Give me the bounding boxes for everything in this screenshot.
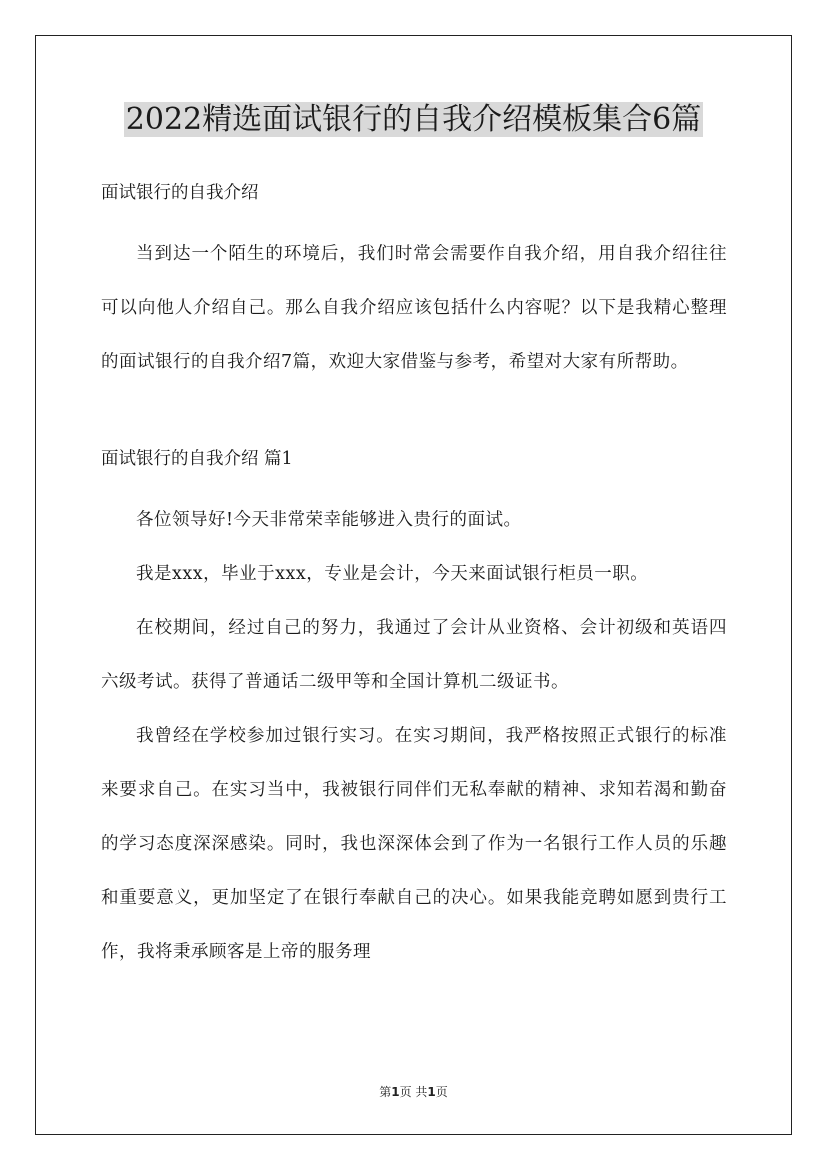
- page-footer: [0, 1083, 827, 1100]
- section1-heading: 面试银行的自我介绍 篇1: [101, 449, 293, 469]
- footer-page-number: 1: [391, 1085, 400, 1099]
- section1-paragraph-4: 我曾经在学校参加过银行实习。在实习期间，我严格按照正式银行的标准来要求自己。在实习当中，我被银行同伴们无私奉献的精神、求知若渴和勤奋的学习态度深深感染。同时，我也深深体会到了作为一名银行工作人员的乐趣和重要意义，更加坚定了在银行奉献自己的决心。如果我能竞聘如愿到贵行工作，我将秉承顾客是上帝的服务理: [101, 726, 727, 962]
- footer-total-pages: 1: [427, 1085, 436, 1099]
- footer-prefix: 第: [379, 1085, 392, 1099]
- footer-mid: 页 共: [399, 1085, 428, 1099]
- section1-paragraph-2: 我是xxx，毕业于xxx，专业是会计，今天来面试银行柜员一职。: [136, 564, 649, 584]
- section1-paragraph-3: 在校期间，经过自己的努力，我通过了会计从业资格、会计初级和英语四六级考试。获得了普通话二级甲等和全国计算机二级证书。: [101, 618, 727, 692]
- footer-suffix: 页: [435, 1085, 448, 1099]
- document-title: [0, 97, 827, 143]
- document-title-text: 2022精选面试银行的自我介绍模板集合6篇: [125, 102, 702, 137]
- intro-paragraph: 当到达一个陌生的环境后，我们时常会需要作自我介绍，用自我介绍往往可以向他人介绍自己。那么自我介绍应该包括什么内容呢？以下是我精心整理的面试银行的自我介绍7篇，欢迎大家借鉴与参考，希望对大家有所帮助。: [101, 244, 727, 372]
- intro-heading: 面试银行的自我介绍: [101, 183, 259, 203]
- section-spacer: [101, 389, 727, 439]
- document-body: [101, 173, 727, 979]
- section1-paragraph-1: 各位领导好!今天非常荣幸能够进入贵行的面试。: [136, 510, 522, 530]
